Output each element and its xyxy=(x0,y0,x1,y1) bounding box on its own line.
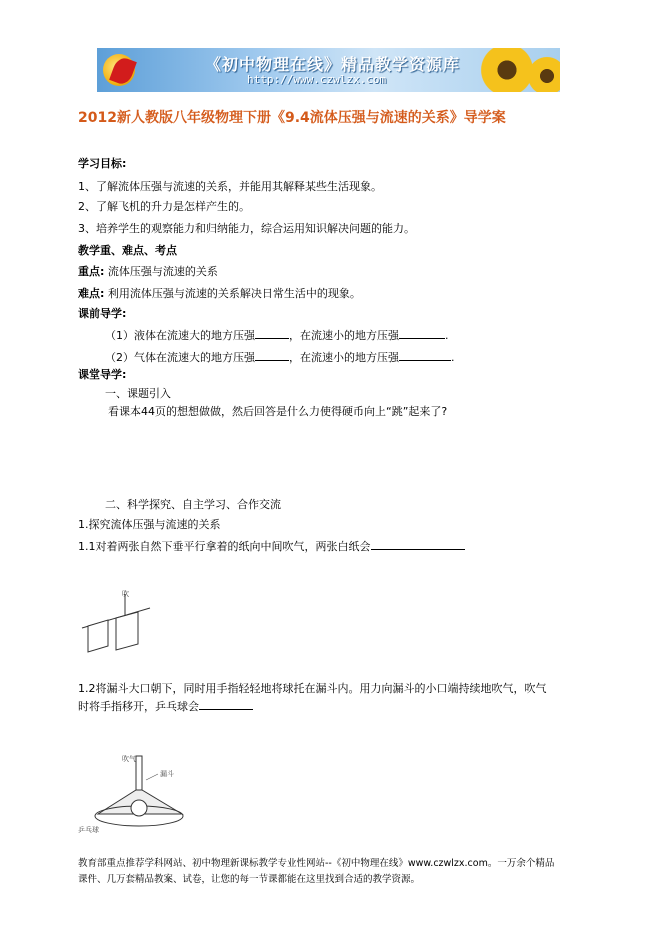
class-heading: 课堂导学: xyxy=(78,368,127,381)
figure-label: 漏斗 xyxy=(160,770,174,778)
objectives-heading: 学习目标: xyxy=(78,157,127,170)
figure-paper-sheets xyxy=(78,586,158,656)
objective-item: 3、培养学生的观察能力和归纳能力，综合运用知识解决问题的能力。 xyxy=(78,222,415,235)
item-text: 时将手指移开，乒乓球会 xyxy=(78,700,199,713)
answer-blank[interactable] xyxy=(255,328,289,339)
document-title: 2012新人教版八年级物理下册《9.4流体压强与流速的关系》导学案 xyxy=(78,110,506,126)
figure-label: 吹气 xyxy=(122,755,136,763)
item-1-2-line2 xyxy=(78,699,253,714)
preview-question-1 xyxy=(105,328,449,343)
question-text: （1）液体在流速大的地方压强 xyxy=(105,329,255,342)
answer-blank[interactable] xyxy=(255,350,289,361)
footer-line: 教育部重点推荐学科网站、初中物理新课标教学专业性网站--《初中物理在线》www.czwlzx.com。一万余个精品 xyxy=(78,858,555,869)
difficult-text: 利用流体压强与流速的关系解决日常生活中的现象。 xyxy=(107,287,361,300)
figure-label: 吹 xyxy=(122,590,129,598)
difficult-label: 难点: xyxy=(78,287,105,300)
part1-title: 一、课题引入 xyxy=(105,387,171,400)
key-points-heading: 教学重、难点、考点 xyxy=(78,244,177,257)
key-label: 重点: xyxy=(78,265,105,278)
objective-item: 1、了解流体压强与流速的关系，并能用其解释某些生活现象。 xyxy=(78,180,382,193)
part2-title: 二、科学探究、自主学习、合作交流 xyxy=(105,498,281,511)
answer-blank[interactable] xyxy=(371,539,465,550)
paper-sheet xyxy=(88,620,108,652)
preview-question-2 xyxy=(105,350,455,365)
key-point-line xyxy=(78,265,218,279)
banner-title: 《初中物理在线》精品教学资源库 xyxy=(205,55,461,74)
footer xyxy=(78,856,598,888)
answer-blank[interactable] xyxy=(399,328,445,339)
item-1-1 xyxy=(78,539,465,554)
item-1-2-line1: 1.2将漏斗大口朝下，同时用手指轻轻地将球托在漏斗内。用力向漏斗的小口端持续地吹气，吹气 xyxy=(78,682,547,695)
item-text: 1.1对着两张自然下垂平行拿着的纸向中间吹气，两张白纸会 xyxy=(78,540,371,553)
figure-funnel xyxy=(78,752,193,834)
question-text: ，在流速小的地方压强 xyxy=(289,329,399,342)
label-pointer xyxy=(146,774,158,780)
key-text: 流体压强与流速的关系 xyxy=(107,265,218,278)
preview-heading: 课前导学: xyxy=(78,307,127,320)
banner-url[interactable]: http://www.czwlzx.com xyxy=(247,73,387,86)
difficult-point-line xyxy=(78,287,361,301)
question-text: （2）气体在流速大的地方压强 xyxy=(105,351,255,364)
part1-text: 看课本44页的想想做做，然后回答是什么力使得硬币向上“跳”起来了? xyxy=(108,405,448,418)
section-1-title: 1.探究流体压强与流速的关系 xyxy=(78,518,221,531)
punctuation: . xyxy=(451,351,455,364)
header-banner xyxy=(97,48,560,92)
sunflower-icon xyxy=(525,54,560,92)
answer-blank[interactable] xyxy=(199,699,253,710)
footer-line: 课件、几万套精品教案、试卷，让您的每一节课都能在这里找到合适的教学资源。 xyxy=(78,874,421,885)
question-text: ，在流速小的地方压强 xyxy=(289,351,399,364)
punctuation: . xyxy=(445,329,449,342)
figure-label: 乒乓球 xyxy=(78,826,99,834)
objective-item: 2、了解飞机的升力是怎样产生的。 xyxy=(78,200,250,213)
paper-sheet xyxy=(116,612,138,650)
answer-blank[interactable] xyxy=(399,350,451,361)
ping-pong-ball xyxy=(131,800,147,816)
funnel-tube xyxy=(136,756,142,790)
